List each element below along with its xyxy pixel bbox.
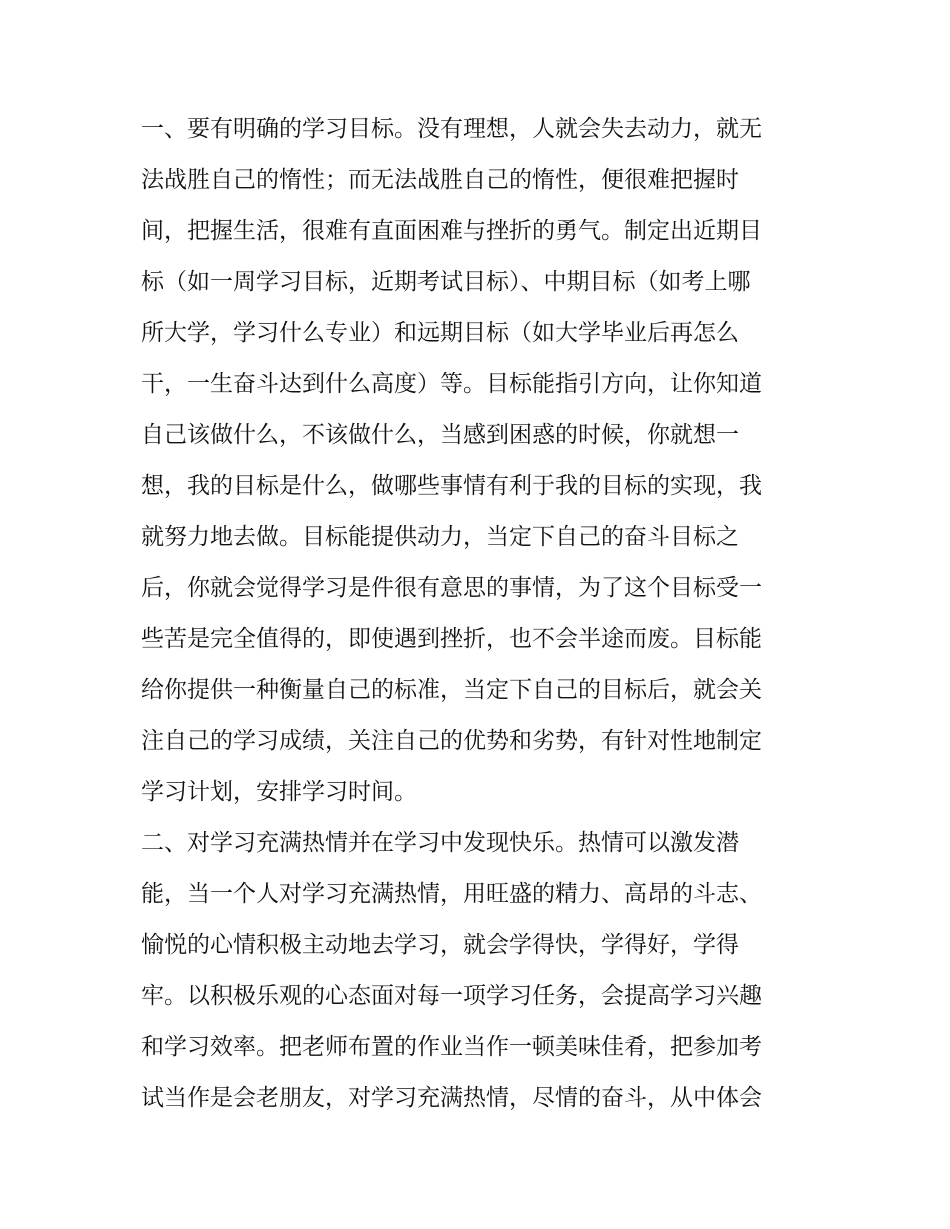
document-body [141,104,813,1124]
text-line: 和学习效率。把老师布置的作业当作一顿美味佳肴，把参加考 [141,1034,762,1060]
text-line: 注自己的学习成绩，关注自己的优势和劣势，有针对性地制定 [141,728,762,754]
text-line: 二、对学习充满热情并在学习中发现快乐。热情可以激发潜 [141,830,739,856]
text-line: 间，把握生活，很难有直面困难与挫折的勇气。制定出近期目 [141,218,762,244]
text-line: 标（如一周学习目标，近期考试目标）、中期目标（如考上哪 [141,269,751,295]
text-line: 所大学，学习什么专业）和远期目标（如大学毕业后再怎么 [141,320,739,346]
text-line: 牢。以积极乐观的心态面对每一项学习任务，会提高学习兴趣 [141,983,762,1009]
text-line: 愉悦的心情积极主动地去学习，就会学得快，学得好，学得 [141,932,739,958]
text-line: 些苦是完全值得的，即使遇到挫折，也不会半途而废。目标能 [141,626,762,652]
text-line: 给你提供一种衡量自己的标准，当定下自己的目标后，就会关 [141,677,762,703]
text-line: 自己该做什么，不该做什么，当感到困惑的时候，你就想一 [141,422,739,448]
text-line: 试当作是会老朋友，对学习充满热情，尽情的奋斗，从中体会 [141,1085,762,1111]
text-line: 能，当一个人对学习充满热情，用旺盛的精力、高昂的斗志、 [141,881,762,907]
text-line: 法战胜自己的惰性；而无法战胜自己的惰性，便很难把握时 [141,167,739,193]
text-line: 干，一生奋斗达到什么高度）等。目标能指引方向，让你知道 [141,371,762,397]
text-line: 后，你就会觉得学习是件很有意思的事情，为了这个目标受一 [141,575,762,601]
text-line: 学习计划，安排学习时间。 [141,779,417,805]
text-line: 就努力地去做。目标能提供动力，当定下自己的奋斗目标之 [141,524,739,550]
text-line: 想，我的目标是什么，做哪些事情有利于我的目标的实现，我 [141,473,762,499]
text-line: 一、要有明确的学习目标。没有理想，人就会失去动力，就无 [141,116,762,142]
